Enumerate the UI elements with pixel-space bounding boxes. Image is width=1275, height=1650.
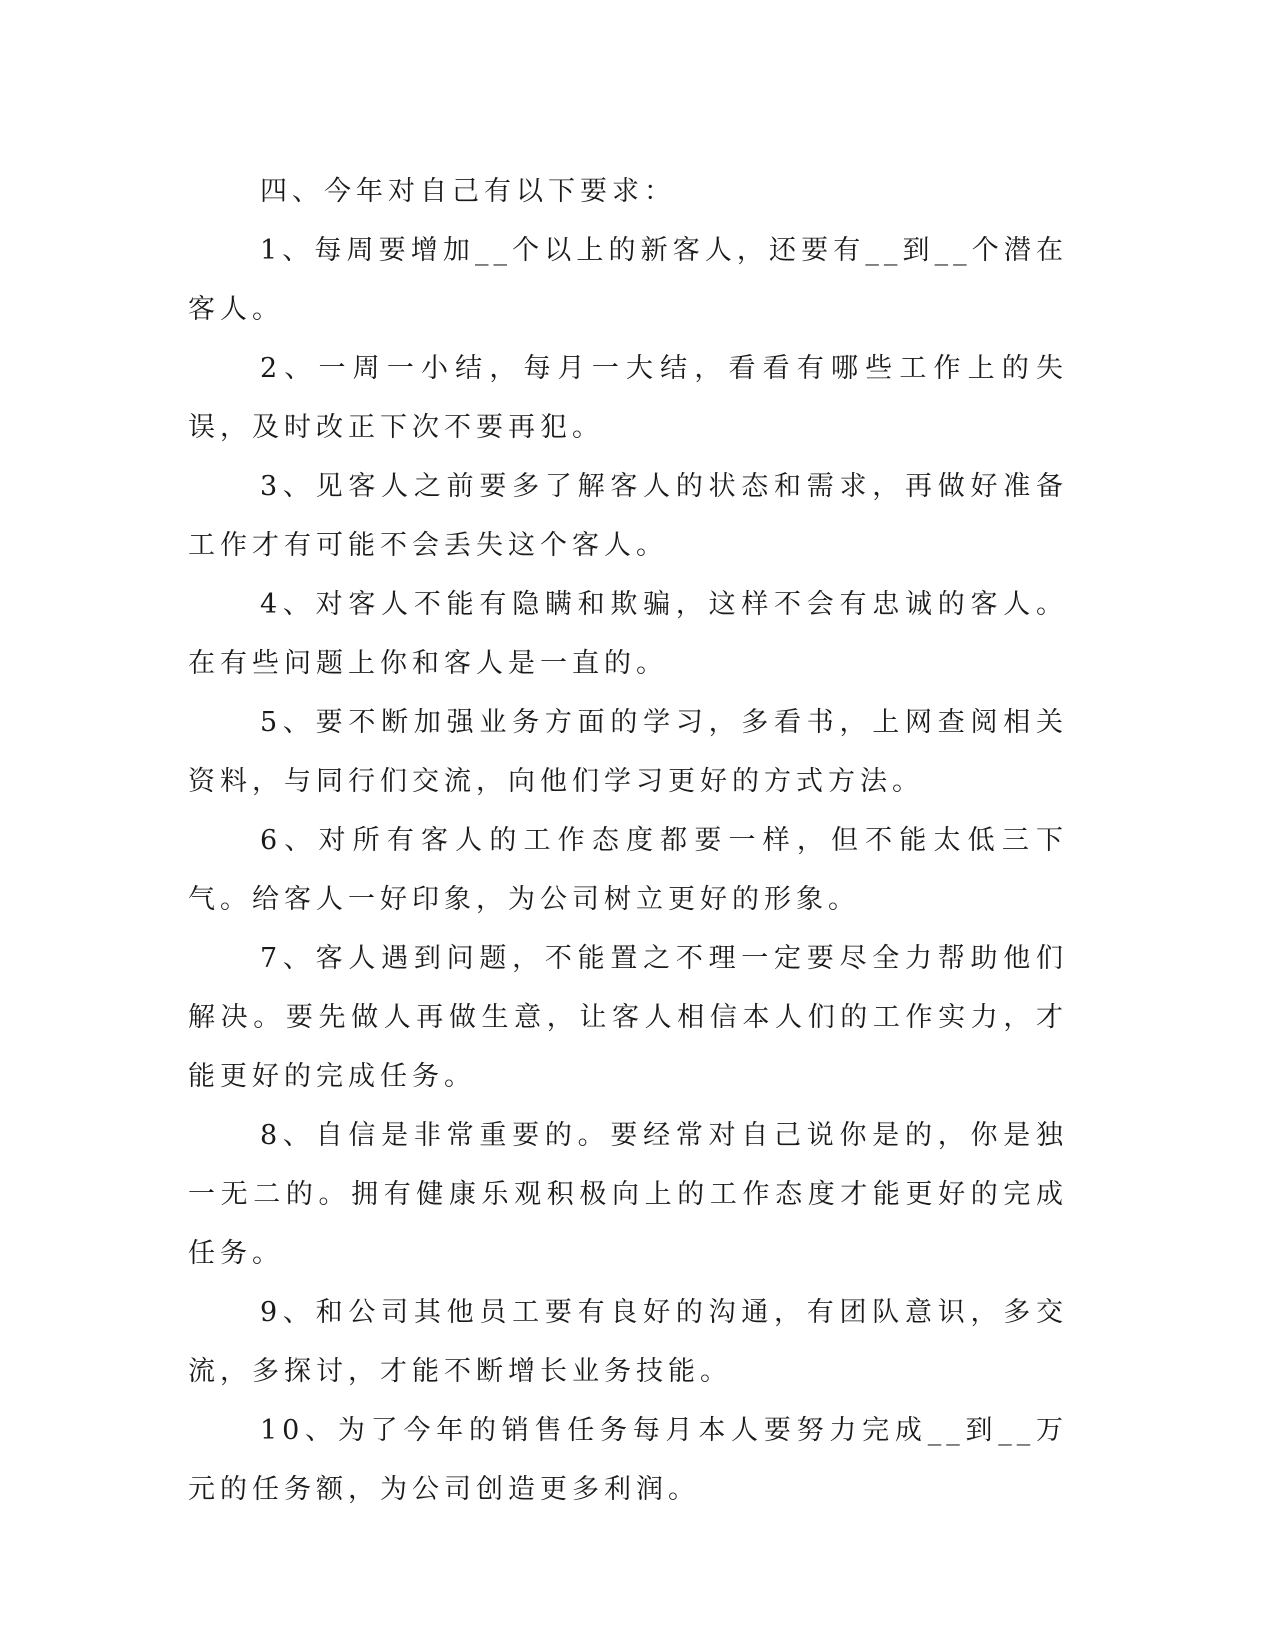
requirement-item-4: 4、对客人不能有隐瞒和欺骗，这样不会有忠诚的客人。在有些问题上你和客人是一直的。 bbox=[188, 589, 1068, 679]
requirement-item-10: 10、为了今年的销售任务每月本人要努力完成__到__万元的任务额，为公司创造更多利润。 bbox=[188, 1415, 1068, 1505]
requirement-item-5: 5、要不断加强业务方面的学习，多看书，上网查阅相关资料，与同行们交流，向他们学习更好的方式方法。 bbox=[188, 707, 1068, 797]
section-heading: 四、今年对自己有以下要求： bbox=[260, 176, 676, 207]
requirement-item-6: 6、对所有客人的工作态度都要一样，但不能太低三下气。给客人一好印象，为公司树立更好的形象。 bbox=[188, 825, 1068, 915]
requirement-item-3: 3、见客人之前要多了解客人的状态和需求，再做好准备工作才有可能不会丢失这个客人。 bbox=[188, 471, 1068, 561]
requirement-item-2: 2、一周一小结，每月一大结，看看有哪些工作上的失误，及时改正下次不要再犯。 bbox=[188, 353, 1068, 443]
requirement-item-9: 9、和公司其他员工要有良好的沟通，有团队意识，多交流，多探讨，才能不断增长业务技能。 bbox=[188, 1297, 1068, 1387]
requirement-item-8: 8、自信是非常重要的。要经常对自己说你是的，你是独一无二的。拥有健康乐观积极向上的工作态度才能更好的完成任务。 bbox=[188, 1120, 1068, 1269]
requirement-item-1: 1、每周要增加__个以上的新客人，还要有__到__个潜在客人。 bbox=[188, 235, 1068, 325]
requirement-item-7: 7、客人遇到问题，不能置之不理一定要尽全力帮助他们解决。要先做人再做生意，让客人相信本人们的工作实力，才能更好的完成任务。 bbox=[188, 943, 1068, 1092]
document-body bbox=[188, 162, 1068, 1519]
